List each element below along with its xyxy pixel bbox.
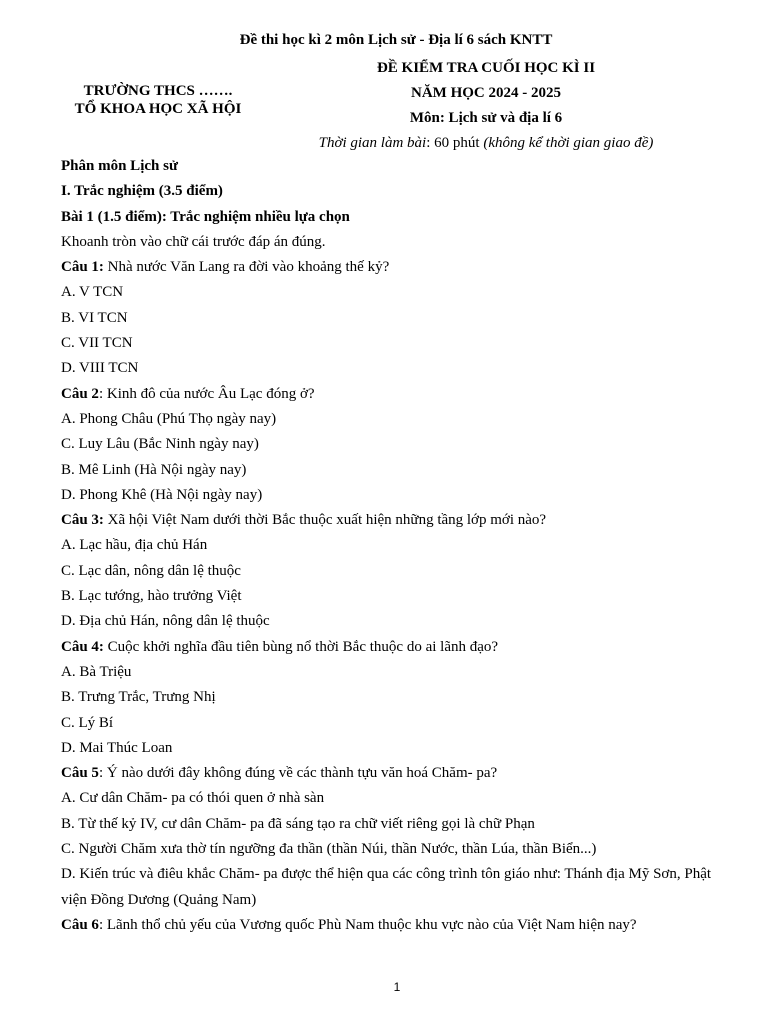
answer-option: C. Lạc dân, nông dân lệ thuộc [61, 562, 241, 579]
answer-option: A. V TCN [61, 284, 124, 301]
answer-option: A. Cư dân Chăm- pa có thói quen ở nhà sàn [61, 790, 325, 807]
answer-option: B. Lạc tướng, hào trưởng Việt [61, 588, 242, 605]
question-2 [61, 382, 721, 508]
question-stem [61, 382, 721, 407]
question-label: Câu 5 [61, 765, 99, 782]
answer-option: A. Bà Triệu [61, 663, 132, 680]
exam-content [61, 154, 721, 938]
question-text: Cuộc khởi nghĩa đầu tiên bùng nổ thời Bắc thuộc do ai lãnh đạo? [103, 638, 499, 655]
answer-option: B. VI TCN [61, 309, 128, 326]
question-text: : Kinh đô của nước Âu Lạc đóng ở? [98, 385, 315, 402]
subject-line [300, 106, 672, 131]
question-1 [61, 255, 721, 381]
question-stem [61, 255, 721, 280]
question-stem [61, 761, 721, 786]
time-label: Thời gian làm bài [318, 135, 427, 151]
question-label: Câu 1: [61, 259, 104, 276]
exercise-heading: Bài 1 (1.5 điểm): Trắc nghiệm nhiều lựa chọn [61, 208, 350, 225]
question-text: Nhà nước Văn Lang ra đời vào khoảng thế kỷ? [103, 259, 390, 276]
question-stem [61, 635, 721, 660]
question-label: Câu 3: [61, 512, 104, 529]
answer-option: C. Người Chăm xưa thờ tín ngưỡng đa thần (thần Núi, thần Nước, thần Lúa, thần Biển...) [61, 841, 597, 858]
page-number: 1 [393, 980, 401, 994]
question-6 [61, 913, 721, 938]
time-value: : 60 phút [426, 135, 484, 151]
answer-option: D. VIII TCN [61, 360, 139, 377]
answer-option: D. Địa chủ Hán, nông dân lệ thuộc [61, 613, 270, 630]
answer-option: B. Từ thế kỷ IV, cư dân Chăm- pa đã sáng tạo ra chữ viết riêng gọi là chữ Phạn [61, 815, 535, 832]
question-label: Câu 6 [61, 916, 99, 933]
answer-option: B. Mê Linh (Hà Nội ngày nay) [61, 461, 247, 478]
answer-option: D. Kiến trúc và điêu khắc Chăm- pa được thể hiện qua các công trình tôn giáo như: Thánh địa Mỹ Sơn, Phật viện Đồng Dương (Quảng Nam) [61, 866, 712, 908]
answer-option: C. Luy Lâu (Bắc Ninh ngày nay) [61, 436, 259, 453]
time-note: (không kể thời gian giao đề) [483, 135, 654, 151]
question-stem [61, 508, 721, 533]
answer-option: B. Trưng Trắc, Trưng Nhị [61, 689, 216, 706]
answer-option: A. Phong Châu (Phú Thọ ngày nay) [61, 410, 277, 427]
school-block [60, 82, 256, 118]
answer-option: C. VII TCN [61, 335, 133, 352]
question-stem [61, 913, 721, 938]
question-3 [61, 508, 721, 634]
department-name: TỔ KHOA HỌC XÃ HỘI [74, 101, 242, 117]
answer-option: C. Lý Bí [61, 714, 114, 731]
instruction-text: Khoanh tròn vào chữ cái trước đáp án đúng. [61, 233, 326, 250]
subject-value: : Lịch sử và địa lí 6 [439, 110, 563, 126]
exam-name: ĐỀ KIỂM TRA CUỐI HỌC KÌ II [376, 60, 596, 76]
subject-part-heading: Phân môn Lịch sử [61, 158, 178, 174]
time-line [300, 131, 672, 156]
part-heading: I. Trắc nghiệm (3.5 điểm) [61, 183, 223, 200]
question-text: Xã hội Việt Nam dưới thời Bắc thuộc xuất hiện những tầng lớp mới nào? [103, 512, 547, 529]
question-text: : Ý nào dưới đây không đúng về các thành tựu văn hoá Chăm- pa? [98, 765, 498, 782]
page-title: Đề thi học kì 2 môn Lịch sử - Địa lí 6 sách KNTT [239, 32, 553, 48]
answer-option: D. Mai Thúc Loan [61, 739, 173, 756]
question-4 [61, 635, 721, 761]
answer-option: A. Lạc hầu, địa chủ Hán [61, 537, 208, 554]
school-name: TRƯỜNG THCS ……. [83, 83, 233, 99]
answer-option: D. Phong Khê (Hà Nội ngày nay) [61, 486, 263, 503]
school-year: NĂM HỌC 2024 - 2025 [411, 85, 561, 101]
subject-label: Môn [409, 110, 440, 126]
question-label: Câu 4: [61, 638, 104, 655]
question-text: : Lãnh thổ chủ yếu của Vương quốc Phù Nam thuộc khu vực nào của Việt Nam hiện nay? [98, 916, 637, 933]
question-label: Câu 2 [61, 385, 99, 402]
question-5 [61, 761, 721, 913]
exam-info-block [300, 56, 672, 156]
